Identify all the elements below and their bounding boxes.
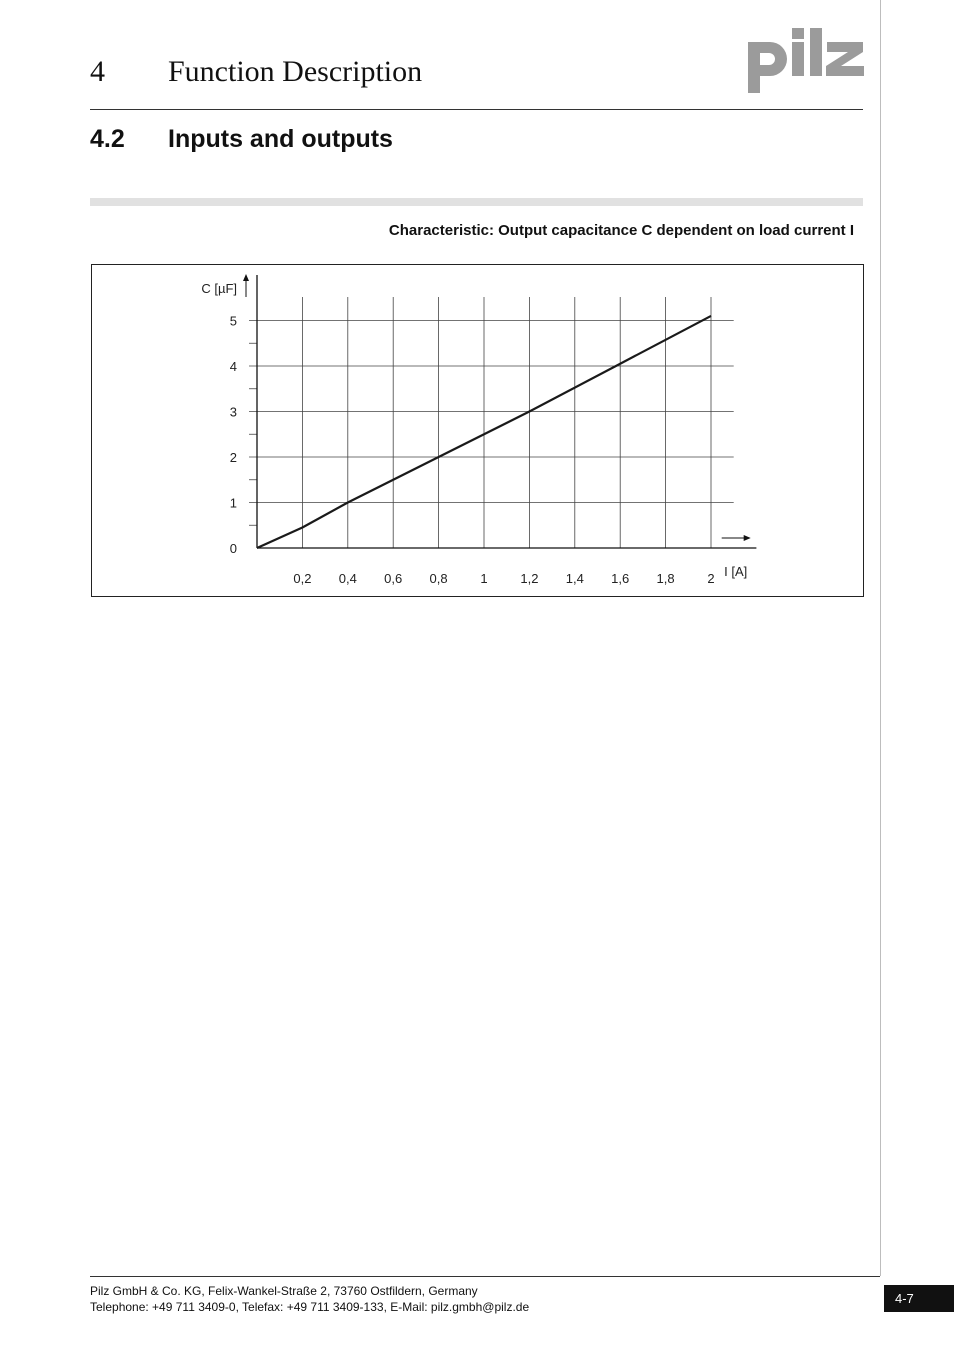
footer-contact: Telephone: +49 711 3409-0, Telefax: +49 711 3409-133, E-Mail: pilz.gmbh@pilz.de	[90, 1300, 530, 1314]
y-axis-label: C [µF]	[201, 281, 237, 296]
y-tick-label: 2	[229, 450, 237, 465]
x-tick-label: 1,4	[565, 571, 584, 586]
chart-frame	[91, 264, 864, 597]
section-number: 4.2	[90, 125, 125, 153]
x-tick-label: 2	[707, 571, 715, 586]
figure-caption: Characteristic: Output capacitance C dependent on load current I	[388, 222, 854, 239]
y-tick-label: 1	[229, 495, 237, 511]
x-tick-label: 0,8	[429, 571, 448, 586]
footer-rule	[90, 1276, 880, 1277]
y-label-arrow-head	[243, 274, 249, 281]
y-tick-label: 5	[229, 313, 237, 329]
y-tick-label: 0	[229, 541, 237, 556]
x-tick-label: 1	[480, 571, 488, 586]
capacitance-chart	[92, 265, 863, 596]
x-tick-label: 1,6	[611, 571, 630, 586]
x-tick-label: 0,6	[384, 571, 403, 586]
footer-address: Pilz GmbH & Co. KG, Felix-Wankel-Straße 2, 73760 Ostfildern, Germany	[90, 1284, 478, 1298]
x-label-arrow-head	[744, 535, 751, 541]
chapter-title: Function Description	[168, 55, 423, 88]
x-tick-label: 0,4	[338, 571, 357, 586]
chapter-number: 4	[90, 55, 105, 88]
y-tick-label: 4	[229, 359, 237, 374]
x-tick-label: 1,2	[520, 571, 539, 586]
pilz-logo	[748, 28, 866, 94]
x-tick-label: 0,2	[293, 571, 312, 586]
header-rule	[90, 109, 863, 110]
section-divider-bar	[90, 198, 863, 206]
y-tick-label: 3	[229, 404, 237, 420]
x-axis-label: I [A]	[724, 564, 748, 579]
page-number: 4-7	[884, 1285, 954, 1312]
x-tick-label: 1,8	[656, 571, 675, 586]
right-margin-rule	[880, 0, 881, 1276]
section-title: Inputs and outputs	[168, 125, 393, 153]
